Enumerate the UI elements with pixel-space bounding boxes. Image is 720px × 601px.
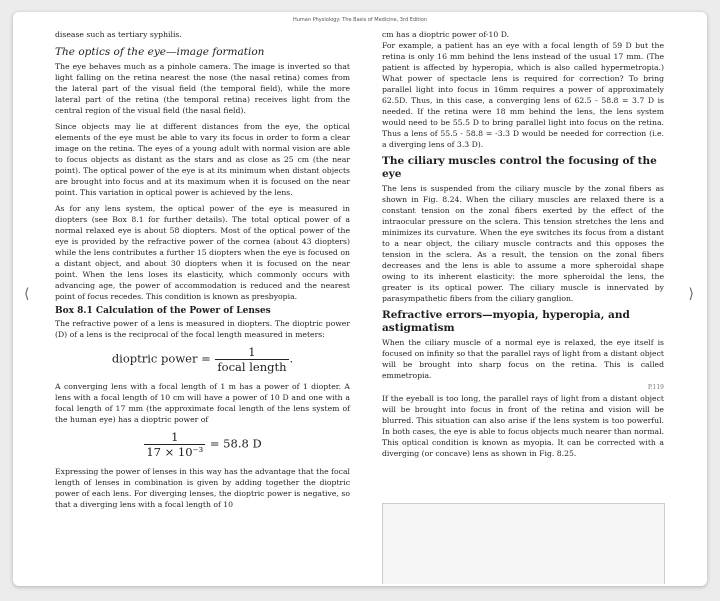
fraction — [215, 345, 288, 374]
page-number: P.119 — [647, 384, 664, 391]
left-column — [55, 29, 350, 510]
reader-window — [13, 12, 707, 586]
paragraph: Since objects may lie at different distances from the eye, the optical elements of the eye must be able to vary its focus in order to form a clear image on the retina. The eyes of a young adult with normal vision are able to focus objects as distant as the stars and as close as 25 cm (the near point). The optical power of the eye is at its minimum when distant objects are brought into focus and at its maximum when it is focused on the near point. This variation in optical power is achieved by the lens. — [55, 122, 350, 197]
fraction — [144, 430, 205, 459]
paragraph: For example, a patient has an eye with a focal length of 59 D but the retina is only 16 mm behind the lens instead of the usual 17 mm. (The patient is affected by hyperopia, which is also called hypermetropia.) What power of spectacle lens is required for correction? To bring parallel light into focus in 16mm requires a power of approximately 62.5D. Thus, in this case, a converging lens of 62.5 - 58.8 = 3.7 D is needed. If the retina were 18 mm behind the lens, the lens system would need to be 55.5 D to bring parallel light into focus on the retina. Thus a lens of 55.5 - 58.8 = -3.3 D would be needed for correction (i.e. a diverging lens of 3.3 D). — [382, 41, 664, 149]
figure-placeholder — [382, 503, 665, 584]
denominator: 17 × 10⁻³ — [146, 445, 204, 459]
equation-end: . — [289, 351, 294, 366]
paragraph: The eye behaves much as a pinhole camera. The image is inverted so that light falling on the retina nearest the nose (the nasal retina) comes from the lateral part of the visual field (the temporal field), while the more lateral part of the retina (the temporal retina) receives light from the central region of the visual field (the nasal field). — [55, 62, 350, 115]
paragraph: A converging lens with a focal length of 1 m has a power of 1 diopter. A lens with a focal length of 10 cm will have a power of 10 D and one with a focal length of 17 mm (the approximate focal length of the lens system of the human eye) has a dioptric power of — [55, 382, 350, 424]
paragraph: disease such as tertiary syphilis. — [55, 30, 182, 39]
numerator: 1 — [171, 430, 179, 444]
box-heading: Box 8.1 Calculation of the Power of Lenses — [55, 306, 271, 316]
equation-lhs: dioptric power = — [111, 351, 211, 366]
paragraph: When the ciliary muscle of a normal eye is relaxed, the eye itself is focused on infinity so that the parallel rays of light from a distant object will be brought into sharp focus on the retina. This is called emmetropia. — [382, 338, 664, 380]
paragraph: Expressing the power of lenses in this way has the advantage that the focal length of lenses in combination is given by adding together the dioptric power of each lens. For diverging lenses, the dioptric power is negative, so that a diverging lens with a focal length of 10 — [55, 467, 350, 509]
denominator: focal length — [217, 360, 287, 374]
equation-rhs: = 58.8 D — [209, 436, 262, 451]
next-page-icon[interactable]: ⟩ — [688, 286, 694, 302]
equation-eye-power — [55, 430, 350, 459]
paragraph: cm has a dioptric power of-10 D. — [382, 30, 510, 39]
section-heading-refractive: Refractive errors—myopia, hyperopia, and astigmatism — [382, 309, 630, 334]
right-column — [382, 29, 664, 459]
paragraph: The lens is suspended from the ciliary muscle by the zonal fibers as shown in Fig. 8.24. When the ciliary muscles are relaxed there is a constant tension on the zonal fibers exerted by the effect of the intraocular pressure on the sclera. This tension stretches the lens and minimizes its curvature. When the eye switches its focus from a distant to a near object, the ciliary muscle contracts and this opposes the tension in the sclera. As a result, the tension on the zonal fibers decreases and the lens is able to assume a more spheroidal shape owing to its inherent elasticity: the more spheroidal the lens, the greater is its optical power. The ciliary muscle is innervated by parasympathetic fibers from the ciliary ganglion. — [382, 184, 664, 303]
section-heading-optics: The optics of the eye—image formation — [55, 46, 265, 58]
numerator: 1 — [248, 345, 256, 359]
paragraph: If the eyeball is too long, the parallel rays of light from a distant object will be brought into focus in front of the retina and vision will be blurred. This situation can also arise if the lens system is too powerful. In both cases, the eye is able to focus objects much nearer than normal. This optical condition is known as myopia. It can be corrected with a diverging (or concave) lens as shown in Fig. 8.25. — [382, 394, 664, 458]
paragraph: As for any lens system, the optical power of the eye is measured in diopters (see Box 8.1 for further details). The total optical power of a normal relaxed eye is about 58 diopters. Most of the optical power of the eye is provided by the refractive power of the cornea (about 43 diopters) while the lens contributes a further 15 diopters when the eye is focused on a distant object, and about 30 diopters when it is focused on the near point. When the lens loses its elasticity, which commonly occurs with advancing age, the power of accommodation is reduced and the nearest point of focus recedes. This condition is known as presbyopia. — [55, 204, 350, 301]
paragraph: The refractive power of a lens is measured in diopters. The dioptric power (D) of a lens is the reciprocal of the focal length measured in meters: — [55, 319, 350, 339]
equation-dioptric-power — [55, 345, 350, 374]
book-title: Human Physiology: The Basis of Medicine, 3rd Edition — [292, 17, 428, 23]
previous-page-icon[interactable]: ⟨ — [24, 286, 30, 302]
section-heading-ciliary: The ciliary muscles control the focusing of the eye — [382, 155, 657, 180]
